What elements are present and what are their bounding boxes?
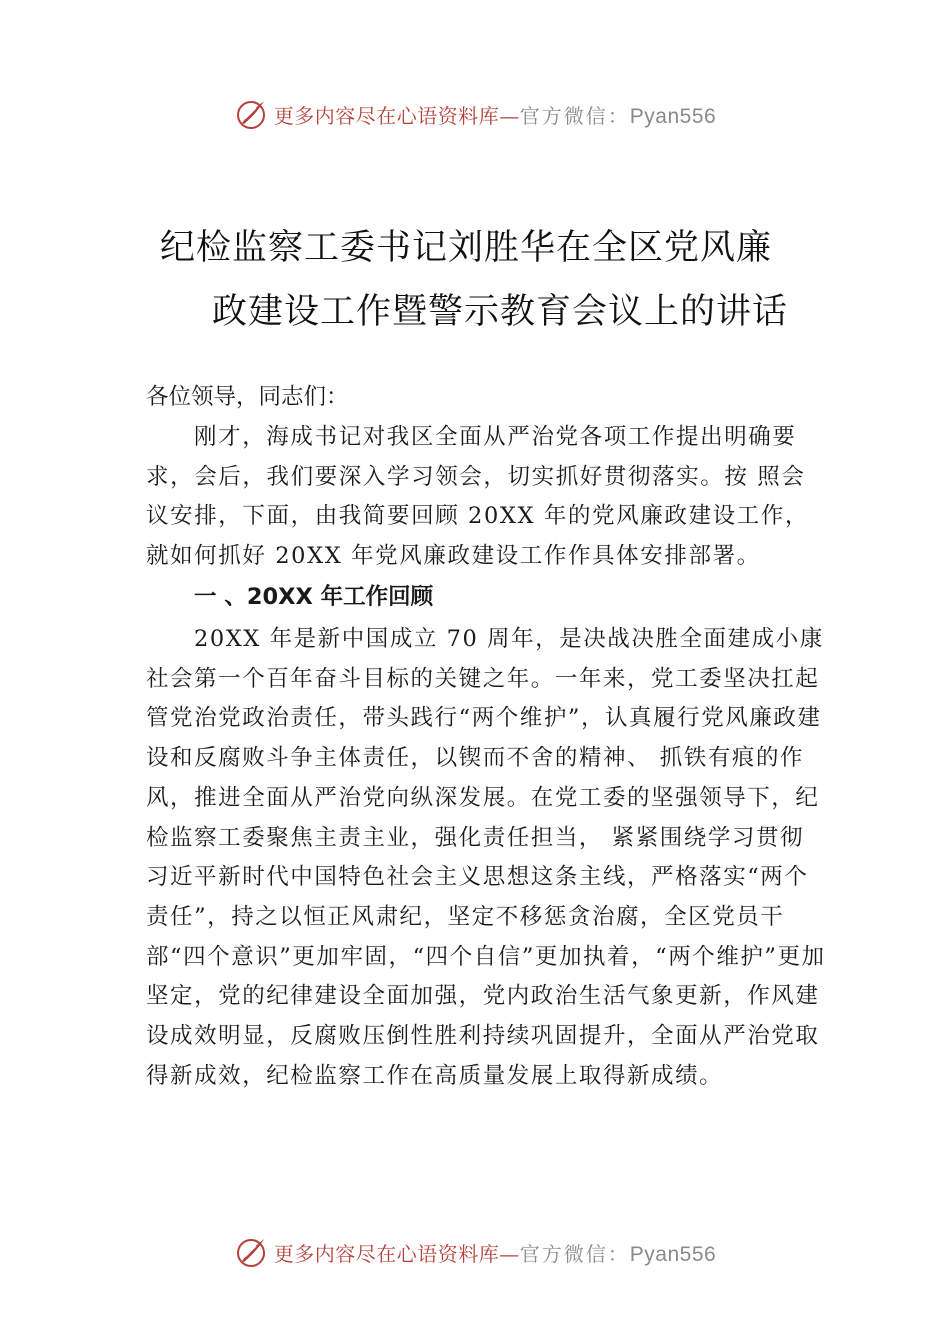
watermark-footer — [0, 1232, 950, 1272]
watermark-text — [274, 1238, 716, 1267]
watermark-brand: 更多内容尽在心语资料库 — [273, 103, 500, 128]
watermark-separator: — — [499, 103, 520, 128]
document-title-line-1: 纪检监察工委书记刘胜华在全区党风廉 — [160, 228, 773, 268]
watermark-account: Pyan556 — [629, 104, 717, 128]
watermark-text — [274, 100, 716, 129]
paragraph-2: 20XX 年是新中国成立 70 周年，是决战决胜全面建成小康社会第一个百年奋斗目标的关键之年。一年来，党工委坚决扛起管党治党政治责任，带头践行“两个维护”，认真履行党风廉政建设和反腐败斗争主体责任，以锲而不舍的精神、 抓铁有痕的作风，推进全面从严治党向纵深发展。在党工委的坚强领导下，纪检监察工委聚焦主责主业，强化责任担当， 紧紧围绕学习贯彻习近平新时代中国特色社会主义思想这条主线，严格落实“两个责任”，持之以恒正风肃纪，坚定不移惩贪治腐，全区党员干部“四个意识”更加牢固，“四个自信”更加执着，“两个维护”更加坚定，党的纪律建设全面加强，党内政治生活气象更新，作风建设成效明显，反腐败压倒性胜利持续巩固提升，全面从严治党取得新成效，纪检监察工作在高质量发展上取得新成绩。 — [146, 626, 826, 1089]
watermark-account: Pyan556 — [629, 1242, 717, 1266]
watermark-official-label: 官方微信： — [519, 103, 630, 128]
document-title-line-2: 政建设工作暨警示教育会议上的讲话 — [212, 292, 789, 332]
watermark-official-label: 官方微信： — [519, 1241, 630, 1266]
quill-pen-logo-icon — [234, 1235, 268, 1269]
watermark-header — [0, 94, 950, 134]
paragraph-1: 刚才，海成书记对我区全面从严治党各项工作提出明确要求，会后，我们要深入学习领会，切实抓好贯彻落实。按 照会议安排，下面，由我简要回顾 20XX 年的党风廉政建设工作，就如何抓好 20XX 年党风廉政建设工作作具体安排部署。 — [146, 424, 809, 570]
quill-pen-logo-icon — [234, 97, 268, 131]
watermark-brand: 更多内容尽在心语资料库 — [273, 1241, 500, 1266]
watermark-separator: — — [499, 1241, 520, 1266]
salutation: 各位领导，同志们： — [146, 384, 349, 410]
section-heading-1: 一 、20XX 年工作回顾 — [194, 584, 434, 610]
